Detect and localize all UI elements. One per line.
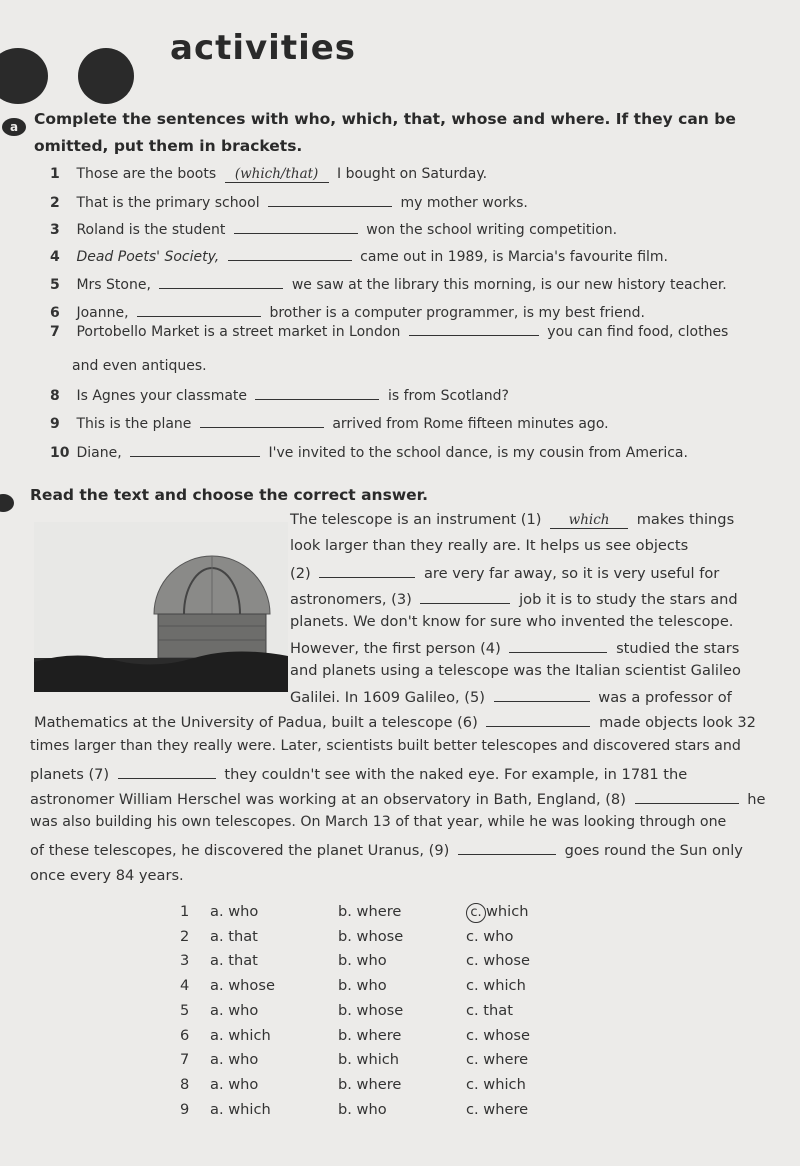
text-line-3: (2) are very far away, so it is very useful for xyxy=(290,565,720,582)
option-c[interactable]: c. whose xyxy=(466,952,530,970)
text-line-6: However, the first person (4) studied the stars xyxy=(290,640,740,657)
answer-blank-1[interactable]: (which/that) xyxy=(225,166,329,183)
text-line-14: of these telescopes, he discovered the planet Uranus, (9) goes round the Sun only xyxy=(30,842,743,859)
option-b[interactable]: b. who xyxy=(338,1100,387,1118)
text-line-12: astronomer William Herschel was working at an observatory in Bath, England, (8) he xyxy=(30,791,766,808)
option-c[interactable]: c. where xyxy=(466,1100,529,1118)
option-c[interactable]: c. that xyxy=(466,1001,513,1019)
option-number: 6 xyxy=(180,1026,190,1044)
text-line-4: astronomers, (3) job it is to study the stars and xyxy=(290,591,738,608)
text-blank-5[interactable] xyxy=(494,687,590,702)
page-title: activities xyxy=(170,28,357,68)
option-a[interactable]: a. which xyxy=(210,1026,271,1044)
sentence-2: 2 That is the primary school my mother works. xyxy=(50,192,528,211)
option-a[interactable]: a. that xyxy=(210,927,258,945)
answer-blank-3[interactable] xyxy=(234,219,358,234)
text-blank-8[interactable] xyxy=(635,789,739,804)
sentence-4: 4 Dead Poets' Society, came out in 1989, is Marcia's favourite film. xyxy=(50,246,668,265)
text-blank-3[interactable] xyxy=(420,589,510,604)
option-b[interactable]: b. where xyxy=(338,1075,402,1093)
text-line-9: Mathematics at the University of Padua, built a telescope (6) made objects look 32 xyxy=(34,714,756,731)
sentence-7: 7 Portobello Market is a street market in London you can find food, clothes xyxy=(50,321,728,340)
decorative-dot-2 xyxy=(78,48,134,104)
option-number: 4 xyxy=(180,977,190,995)
exercise-b-instruction: Read the text and choose the correct answer. xyxy=(30,486,428,504)
sentence-6: 6 Joanne, brother is a computer programmer, is my best friend. xyxy=(50,302,645,321)
option-b[interactable]: b. where xyxy=(338,903,402,920)
text-blank-7[interactable] xyxy=(118,764,216,779)
answer-blank-6[interactable] xyxy=(137,302,261,317)
sentence-1: 1 Those are the boots (which/that) I bought on Saturday. xyxy=(50,166,488,182)
option-c[interactable]: c. which xyxy=(466,1075,526,1093)
circled-answer: c. xyxy=(466,903,486,923)
text-line-7: and planets using a telescope was the Italian scientist Galileo xyxy=(290,662,741,679)
observatory-icon xyxy=(34,522,288,692)
sentence-7-continued: and even antiques. xyxy=(72,358,207,374)
option-a[interactable]: a. who xyxy=(210,1075,259,1093)
text-blank-4[interactable] xyxy=(509,638,607,653)
observatory-photo xyxy=(34,522,288,692)
option-number: 2 xyxy=(180,927,190,945)
option-c[interactable]: c. which xyxy=(466,977,526,995)
answer-blank-9[interactable] xyxy=(200,413,324,428)
text-line-10: times larger than they really were. Later, scientists built better telescopes and discovered stars and xyxy=(30,738,741,754)
text-blank-2[interactable] xyxy=(319,563,415,578)
option-a[interactable]: a. who xyxy=(210,903,259,920)
answer-blank-5[interactable] xyxy=(159,274,283,289)
option-b[interactable]: b. which xyxy=(338,1051,400,1069)
answer-blank-8[interactable] xyxy=(255,385,379,400)
option-number: 3 xyxy=(180,952,190,970)
sentence-3: 3 Roland is the student won the school writing competition. xyxy=(50,219,617,238)
text-blank-1[interactable]: which xyxy=(550,512,628,529)
text-blank-6[interactable] xyxy=(486,712,590,727)
option-a[interactable]: a. which xyxy=(210,1100,271,1118)
option-b[interactable]: b. whose xyxy=(338,927,404,945)
option-b[interactable]: b. whose xyxy=(338,1001,404,1019)
option-a[interactable]: a. who xyxy=(210,1001,259,1019)
option-number: 8 xyxy=(180,1075,190,1093)
exercise-a-instruction: Complete the sentences with who, which, that, whose and where. If they can be omitted, put them in brackets. xyxy=(34,110,736,155)
text-blank-9[interactable] xyxy=(458,840,556,855)
option-number: 7 xyxy=(180,1051,190,1069)
answer-blank-7[interactable] xyxy=(409,321,539,336)
text-line-13: was also building his own telescopes. On March 13 of that year, while he was looking through one xyxy=(30,814,727,830)
option-c[interactable] xyxy=(466,903,529,923)
sentence-10: 10 Diane, I've invited to the school dance, is my cousin from America. xyxy=(50,442,688,461)
option-number: 9 xyxy=(180,1100,190,1118)
option-a[interactable]: a. who xyxy=(210,1051,259,1069)
option-c[interactable]: c. whose xyxy=(466,1026,530,1044)
option-a[interactable]: a. that xyxy=(210,952,258,970)
text-line-8: Galilei. In 1609 Galileo, (5) was a professor of xyxy=(290,689,732,706)
text-line-2: look larger than they really are. It helps us see objects xyxy=(290,537,689,554)
text-line-1: The telescope is an instrument (1) which makes things xyxy=(290,511,735,528)
answer-blank-4[interactable] xyxy=(228,246,352,261)
option-a[interactable]: a. whose xyxy=(210,977,275,995)
text-line-15: once every 84 years. xyxy=(30,867,184,884)
option-b[interactable]: b. who xyxy=(338,952,387,970)
decorative-dot-1 xyxy=(0,48,48,104)
option-b[interactable]: b. who xyxy=(338,977,387,995)
option-number: 1 xyxy=(180,903,190,920)
exercise-b-badge xyxy=(0,494,14,512)
option-number: 5 xyxy=(180,1001,190,1019)
answer-blank-10[interactable] xyxy=(130,442,260,457)
option-b[interactable]: b. where xyxy=(338,1026,402,1044)
sentence-8: 8 Is Agnes your classmate is from Scotland? xyxy=(50,385,509,404)
text-line-11: planets (7) they couldn't see with the naked eye. For example, in 1781 the xyxy=(30,766,688,783)
sentence-9: 9 This is the plane arrived from Rome fifteen minutes ago. xyxy=(50,413,609,432)
option-c[interactable]: c. where xyxy=(466,1051,529,1069)
option-c-text: which xyxy=(486,903,529,920)
text-line-5: planets. We don't know for sure who invented the telescope. xyxy=(290,613,734,630)
option-c[interactable]: c. who xyxy=(466,927,514,945)
answer-blank-2[interactable] xyxy=(268,192,392,207)
exercise-a-badge: a xyxy=(2,118,26,136)
sentence-5: 5 Mrs Stone, we saw at the library this morning, is our new history teacher. xyxy=(50,274,727,293)
